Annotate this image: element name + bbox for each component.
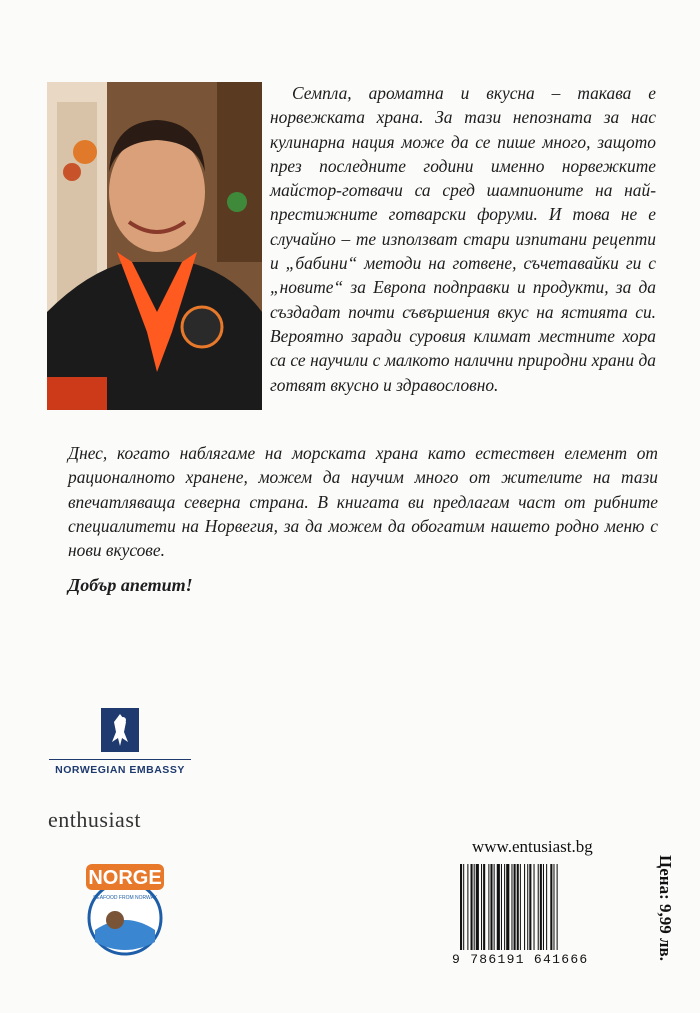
intro-paragraph: Семпла, ароматна и вкусна – такава е норвежката храна. За тази непозната за нас кулинарна нация може да се пише много, защото през последните години именно норвежките майстор-готвачи са сред шампионите на най-престижните готварски форуми. И това не е случайно – те използват стари изпитани рецепти и „бабини“ методи на готвене, съчетавайки ги с „новите“ за Европа подправки и продукти, за да създадат почти съвършения вкус на ястията си. Вероятно заради суровия климат местните хора са се научили с малкото налични природни храни да готвят вкусно и здравословно. [270,83,656,395]
price-label: Цена: 9,99 лв. [656,855,675,961]
chef-photo [47,82,262,410]
barcode-bar [483,864,485,950]
website-url: www.entusiast.bg [472,837,593,856]
norge-tagline: SEAFOOD FROM NORWAY [93,895,157,901]
barcode-bar [546,864,547,950]
barcode-bar [494,864,495,950]
barcode-bar [463,864,464,950]
barcode-bar [517,864,519,950]
barcode-bar [504,864,505,950]
barcode-bar [524,864,525,950]
barcode-bar [557,864,558,950]
barcode-bar [474,864,475,950]
barcode-bar [460,864,462,950]
norge-seafood-logo [80,860,170,965]
price-label-wrap [655,855,685,975]
barcode-bar [550,864,552,950]
barcode-bar [529,864,531,950]
barcode-bar [527,864,528,950]
embassy-label: NORWEGIAN EMBASSY [55,764,185,776]
norwegian-embassy-logo [45,708,195,776]
norge-wordmark: NORGE [88,867,162,889]
publisher-logo: enthusiast [48,807,141,832]
barcode-bar [497,864,500,950]
signoff: Добър апетит! [68,575,193,595]
barcode-bar [501,864,502,950]
barcode-bar [481,864,482,950]
lion-coat-of-arms-icon [101,708,139,752]
isbn-barcode [458,864,640,950]
barcode-bar [543,864,544,950]
barcode-bar [538,864,539,950]
barcode-bar [520,864,521,950]
barcode-bar [511,864,512,950]
barcode-bar [540,864,542,950]
isbn-number: 9 786191 641666 [452,952,589,967]
divider [49,759,191,760]
barcode-bar [514,864,516,950]
barcode-bar [534,864,535,950]
barcode-bar [488,864,489,950]
barcode-bar [476,864,479,950]
barcode-bar [490,864,492,950]
barcode-bar [506,864,509,950]
barcode-bar [467,864,468,950]
barcode-bar [553,864,554,950]
barcode-bar [471,864,473,950]
body-paragraph: Днес, когато наблягаме на морската храна като естествен елемент от рационалното хранене, можем да научим много от жителите на тази впечатляваща северна страна. В книгата ви предлагам част от рибните специалитети на Норвегия, за да можем да обогатим нашето родно меню с нови вкусове. [68,443,658,561]
